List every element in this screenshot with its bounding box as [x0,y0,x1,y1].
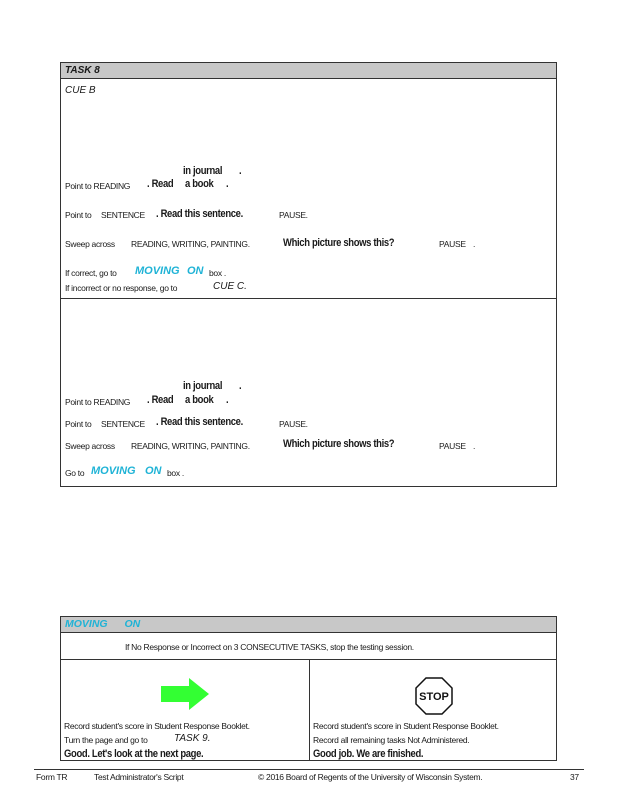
in-journal-text-2: in journal [183,380,223,392]
footer-rule [34,769,584,770]
sentence-text: SENTENCE [101,210,145,220]
stop-rule-text: If No Response or Incorrect on 3 CONSECUTIVE TASKS, stop the testing session. [125,642,414,652]
pause-text: PAUSE. [279,210,308,220]
read-text: . Read [147,178,174,190]
turn-page-text: Turn the page and go to [64,735,148,745]
page-number: 37 [570,772,579,782]
on-link[interactable]: ON [187,265,204,277]
pause-text-3: PAUSE. [279,419,308,429]
reading-writing-painting: READING, WRITING, PAINTING. [131,239,250,249]
cue-label: CUE B [65,85,96,96]
pause-dot-2: . [473,441,476,451]
pause-dot: . [473,239,476,249]
footer-script: Test Administrator's Script [94,772,184,782]
point-to-reading-2: Point to READING [65,397,131,407]
task-8-box [60,62,557,487]
box-text-2: box . [167,468,184,478]
if-correct-text: If correct, go to [65,268,117,278]
a-book-text: a book [185,178,214,190]
left-record-text: Record student's score in Student Response Booklet. [64,721,250,731]
stop-sign-text: STOP [419,691,449,703]
right-closing-text: Good job. We are finished. [313,748,424,760]
point-to-text-2: Point to [65,419,92,429]
box-text: box . [209,268,226,278]
right-record-text: Record student's score in Student Response Booklet. [313,721,499,731]
footer-form: Form TR [36,772,68,782]
moving-link-2[interactable]: MOVING [91,465,136,477]
sentence-text-2: SENTENCE [101,419,145,429]
footer-copyright: © 2016 Board of Regents of the University of Wisconsin System. [258,772,483,782]
a-book-dot: . [226,178,229,190]
pause-text-4: PAUSE [439,441,466,451]
on-link-2[interactable]: ON [145,465,162,477]
next-task-text: TASK 9. [174,733,211,744]
pause-text-2: PAUSE [439,239,466,249]
in-journal-dot: . [239,165,242,177]
record-remaining-text: Record all remaining tasks Not Administered. [313,735,470,745]
reading-writing-painting-2: READING, WRITING, PAINTING. [131,441,250,451]
left-closing-text: Good. Let's look at the next page. [64,748,204,760]
which-picture-text-2: Which picture shows this? [283,438,395,450]
task-title: TASK 8 [65,65,100,76]
moving-link[interactable]: MOVING [135,265,180,277]
in-journal-dot-2: . [239,380,242,392]
sweep-across-text: Sweep across [65,239,115,249]
read-text-2: . Read [147,394,174,406]
moving-on-title: MOVING ON [65,618,141,630]
point-to-text: Point to [65,210,92,220]
green-arrow-icon [161,678,211,710]
a-book-dot-2: . [226,394,229,406]
task-header [61,63,556,79]
sweep-across-text-2: Sweep across [65,441,115,451]
point-to-reading: Point to READING [65,181,131,191]
moving-on-column-divider [309,659,310,760]
cue-c-text: CUE C. [213,281,247,292]
go-to-text: Go to [65,468,85,478]
moving-on-box [60,616,557,761]
section-divider [61,298,556,299]
a-book-text-2: a book [185,394,214,406]
if-incorrect-text: If incorrect or no response, go to [65,283,178,293]
stop-sign-icon [415,677,453,715]
in-journal-text: in journal [183,165,223,177]
read-sentence-text-2: . Read this sentence. [156,416,243,428]
read-sentence-text: . Read this sentence. [156,208,243,220]
which-picture-text: Which picture shows this? [283,237,395,249]
